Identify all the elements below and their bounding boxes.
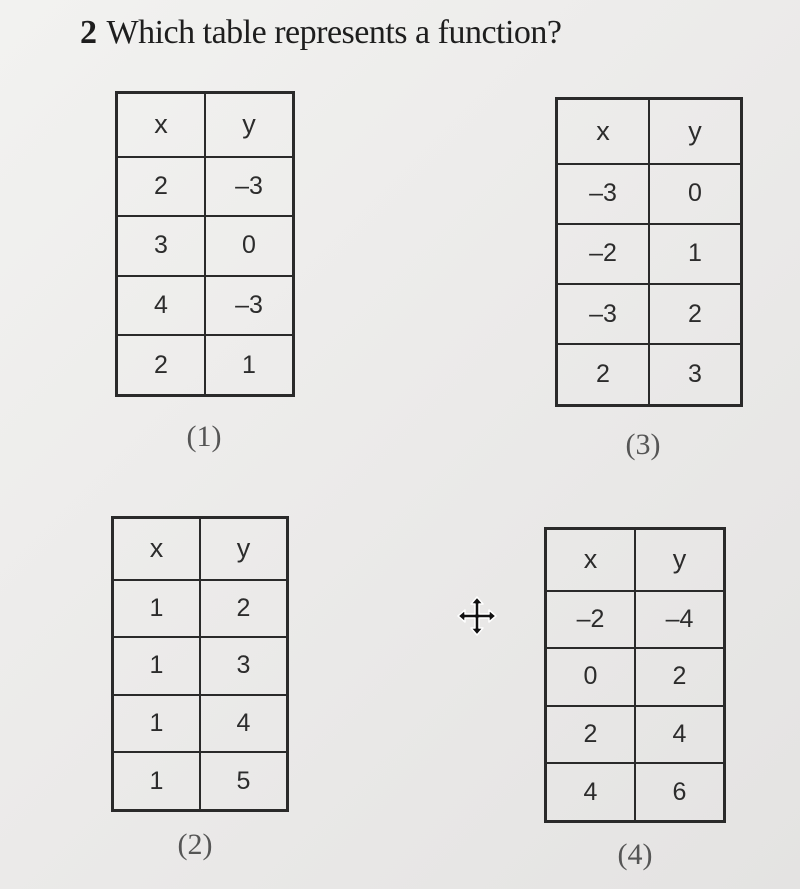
cell-x: –3: [557, 164, 650, 224]
table-header-row: [546, 529, 725, 591]
cell-y: 6: [635, 763, 725, 821]
question-text: Which table represents a function?: [106, 14, 562, 51]
option-label-4: (4): [617, 838, 653, 871]
cell-x: 2: [117, 335, 206, 395]
table-row: [113, 752, 288, 810]
table-row: [546, 706, 725, 763]
header-x: x: [557, 99, 650, 164]
cell-x: 2: [557, 344, 650, 405]
table-row: [113, 580, 288, 637]
table-header-row: [113, 518, 288, 580]
table-row: [117, 157, 294, 216]
table-option-4: [544, 527, 726, 823]
table-option-1: [115, 91, 295, 397]
header-y: y: [649, 99, 742, 164]
cell-y: 1: [649, 224, 742, 284]
cell-x: –2: [557, 224, 650, 284]
cell-y: 1: [205, 335, 294, 395]
cell-y: 0: [205, 216, 294, 275]
table-row: [557, 164, 742, 224]
question-number: 2: [80, 14, 97, 51]
question-heading: [80, 14, 562, 52]
move-cursor-icon: [456, 595, 498, 637]
table-row: [113, 637, 288, 694]
header-x: x: [546, 529, 636, 591]
header-x: x: [113, 518, 201, 580]
cell-x: –2: [546, 591, 636, 648]
cell-x: 1: [113, 637, 201, 694]
table-row: [546, 763, 725, 821]
cell-x: 0: [546, 648, 636, 705]
cell-y: –3: [205, 157, 294, 216]
cell-y: –3: [205, 276, 294, 335]
cell-y: 4: [200, 695, 288, 752]
cell-y: 2: [635, 648, 725, 705]
cell-y: 2: [200, 580, 288, 637]
header-y: y: [200, 518, 288, 580]
table-row: [546, 591, 725, 648]
cell-x: 1: [113, 580, 201, 637]
cell-x: –3: [557, 284, 650, 344]
cell-y: 4: [635, 706, 725, 763]
cell-y: 3: [200, 637, 288, 694]
table-option-3: [555, 97, 743, 407]
header-x: x: [117, 93, 206, 157]
cell-x: 2: [546, 706, 636, 763]
cell-x: 3: [117, 216, 206, 275]
cell-x: 2: [117, 157, 206, 216]
option-label-1: (1): [186, 420, 222, 453]
cell-y: 3: [649, 344, 742, 405]
cell-x: 1: [113, 752, 201, 810]
table-header-row: [117, 93, 294, 157]
cell-y: 0: [649, 164, 742, 224]
table-row: [546, 648, 725, 705]
table-row: [113, 695, 288, 752]
option-label-2: (2): [177, 828, 213, 861]
cell-y: 5: [200, 752, 288, 810]
cell-y: –4: [635, 591, 725, 648]
cell-x: 1: [113, 695, 201, 752]
header-y: y: [205, 93, 294, 157]
cell-y: 2: [649, 284, 742, 344]
option-label-3: (3): [625, 428, 661, 461]
table-row: [117, 276, 294, 335]
table-row: [557, 224, 742, 284]
table-option-2: [111, 516, 289, 812]
header-y: y: [635, 529, 725, 591]
cell-x: 4: [546, 763, 636, 821]
table-row: [557, 284, 742, 344]
table-header-row: [557, 99, 742, 164]
table-row: [117, 335, 294, 395]
cell-x: 4: [117, 276, 206, 335]
table-row: [557, 344, 742, 405]
table-row: [117, 216, 294, 275]
